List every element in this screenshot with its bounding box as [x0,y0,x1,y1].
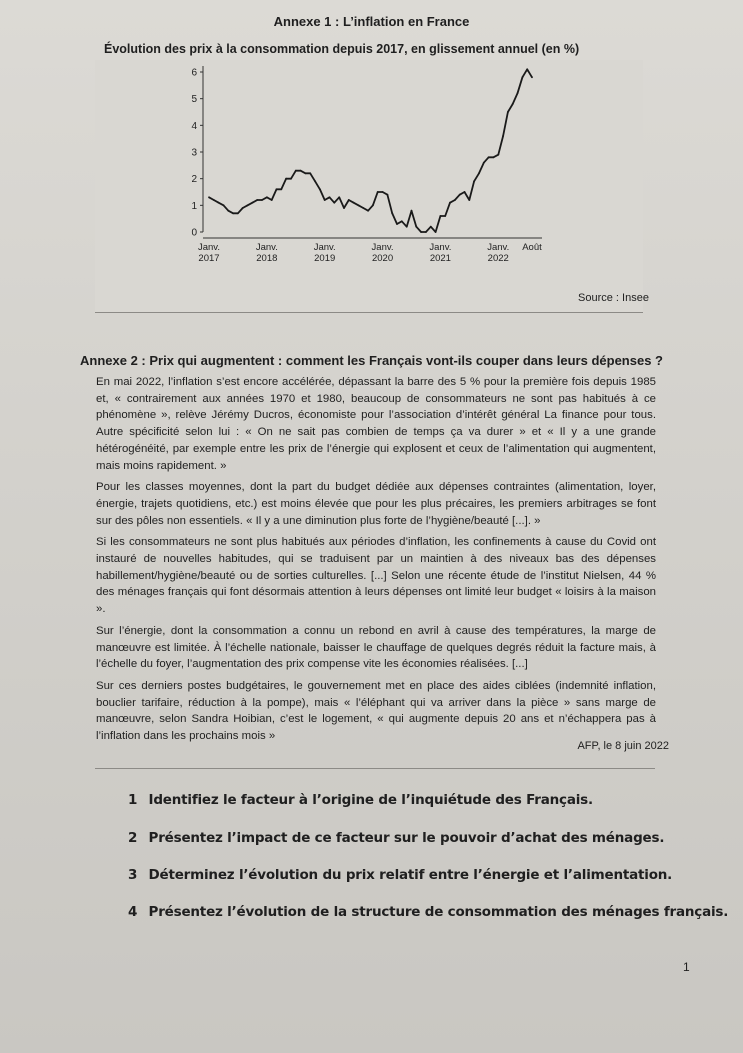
data-point [531,76,533,78]
data-point [208,196,210,198]
data-point [367,210,369,212]
data-point [227,210,229,212]
x-tick-label [487,242,509,264]
data-point [252,202,254,204]
x-tick-label [256,242,278,264]
data-point [358,204,360,206]
question-item [128,904,728,920]
y-tick-label: 2 [191,174,197,186]
data-point [401,220,403,222]
x-tick-label-line: Janv. [371,242,394,253]
x-tick-label-line: Janv. [429,242,452,253]
data-point [391,212,393,214]
question-text: Déterminez l’évolution du prix relatif entre l’énergie et l’alimentation. [148,867,673,883]
annex2-title: Annexe 2 : Prix qui augmentent : comment les Français vont-ils couper dans leurs dépenses ? [80,353,663,368]
data-point [468,199,470,201]
chart-source: Source : Insee [578,292,649,304]
question-number: 3 [128,867,138,883]
chart-title: Évolution des prix à la consommation depuis 2017, en glissement annuel (en %) [104,42,580,56]
annex1-title: Annexe 1 : L’inflation en France [273,14,470,29]
y-tick-label: 4 [191,120,197,132]
data-point [406,226,408,228]
data-point [372,204,374,206]
data-point [488,156,490,158]
data-point [473,180,475,182]
data-point [353,202,355,204]
data-point [280,188,282,190]
x-tick-label-line: Janv. [313,242,336,253]
data-point [276,188,278,190]
data-point [493,156,495,158]
data-point [440,215,442,217]
data-point [271,199,273,201]
question-number: 4 [128,904,138,920]
data-point [232,212,234,214]
data-point [309,172,311,174]
data-point [522,76,524,78]
data-point [526,68,528,70]
data-point [459,194,461,196]
y-tick-label: 6 [191,67,197,79]
y-tick-label: 3 [191,147,197,159]
question-text: Identifiez le facteur à l’origine de l’inquiétude des Français. [148,792,593,808]
article-paragraph: Sur ces derniers postes budgétaires, le gouvernement met en place des aides ciblées (indemnité inflation, bouclier tarifaire, réduction à la pompe), mais « l’éléphant qui va arriver dans la pièce » sans marge de manœuvre, selon Sandra Hoibian, c’est le logement, « qui augmente depuis 20 ans et n’échappera pas à l’inflation dans les prochains mois » [96,679,656,743]
data-point [382,191,384,193]
divider [95,768,655,769]
x-tick-label [198,242,220,264]
x-tick-label-line: 2021 [429,253,451,264]
inflation-line-chart [95,56,643,286]
x-tick-label-line: Janv. [197,242,221,253]
x-tick-label [372,242,394,264]
data-point [237,212,239,214]
data-point [444,215,446,217]
data-point [329,196,331,198]
x-tick-label-line: 2019 [314,253,336,264]
article-body [96,374,656,750]
data-point [396,223,398,225]
data-point [343,207,345,209]
data-point [333,202,335,204]
data-point [425,231,427,233]
x-tick-label-line: 2022 [487,253,509,264]
page-number: 1 [683,960,690,974]
chart-series [208,68,533,233]
divider [95,312,643,313]
data-point [517,92,519,94]
chart-axes [191,66,542,264]
data-point [512,103,514,105]
data-point [415,226,417,228]
x-tick-label [314,242,336,264]
y-tick-label: 0 [191,227,197,239]
data-point [242,207,244,209]
question-number: 1 [128,792,138,808]
data-point [256,199,258,201]
data-point [464,191,466,193]
article-byline: AFP, le 8 juin 2022 [577,740,669,752]
article-paragraph: Si les consommateurs ne sont plus habitués aux périodes d’inflation, les confinements à cause du Covid ont instauré de nouvelles habitudes, qui se traduisent par un maintien à des niveaux bas des dépenses habillement/hygiène/beauté ou de sorties culturelles. [...] Selon une récente étude de l’institut Nielsen, 44 % des ménages français qui font désormais attention à leurs dépenses ont limité leur budget « loisirs à la maison ». [96,536,656,616]
data-point [377,191,379,193]
data-point [348,199,350,201]
data-point [295,170,297,172]
data-point [223,204,225,206]
article-paragraph: Sur l’énergie, dont la consommation a connu un rebond en avril à cause des températures, la marge de manœuvre est limitée. À l’échelle nationale, baisser le chauffage de quelques degrés réduit la facture mais, à l’échelle du foyer, l’augmentation des prix compense vite les économies réalisées. [...] [96,624,656,671]
data-point [420,231,422,233]
question-text: Présentez l’évolution de la structure de consommation des ménages français. [148,904,729,920]
data-point [300,170,302,172]
question-number: 2 [128,830,138,846]
data-point [497,154,499,156]
series-line [209,69,532,232]
question-item [128,830,664,846]
article-paragraph: Pour les classes moyennes, dont la part du budget dédiée aux dépenses contraintes (alimentation, loyer, énergie, trajets quotidiens, etc.) est moins élevée que pour les plus précaires, les premiers arbitrages se font sur des pôles non essentiels. « Il y a une diminution plus forte de l’hygiène/beauté [...]. » [96,481,656,527]
y-tick-label: 1 [191,200,197,212]
x-tick-label-line: Janv. [487,242,510,253]
data-point [314,180,316,182]
data-point [213,199,215,201]
y-tick-label: 5 [191,94,197,106]
data-point [338,196,340,198]
question-text: Présentez l’impact de ce facteur sur le pouvoir d’achat des ménages. [148,830,665,846]
data-point [435,231,437,233]
data-point [362,207,364,209]
data-point [305,172,307,174]
x-tick-label [429,242,451,264]
x-tick-label-line: Août [522,242,542,253]
data-point [324,199,326,201]
data-point [247,204,249,206]
data-point [319,188,321,190]
data-point [430,226,432,228]
data-point [218,202,220,204]
data-point [449,202,451,204]
data-point [290,178,292,180]
x-tick-label-line: 2017 [198,253,220,264]
data-point [285,178,287,180]
data-point [502,135,504,137]
question-item [128,867,672,883]
x-tick-label-line: 2018 [256,253,278,264]
data-point [454,199,456,201]
x-tick-label [522,242,542,253]
data-point [507,111,509,113]
article-paragraph: En mai 2022, l’inflation s’est encore accélérée, dépassant la barre des 5 % pour la première fois depuis 1985 et, « contrairement aux années 1970 et 1980, beaucoup de consommateurs ne sont pas habitués à ce phénomène », relève Jérémy Ducros, économiste pour l’association d’intérêt général La finance pour tous. Autre spécificité selon lui : « On ne sait pas combien de temps ça va durer » et « Il y a une grande hétérogénéité, par exemple entre les prix de l’énergie qui explosent et ceux de l’alimentation qui augmentent, mais moins rapidement. » [96,376,656,472]
data-point [483,162,485,164]
question-item [128,792,593,808]
x-tick-label-line: Janv. [255,242,278,253]
data-point [261,199,263,201]
data-point [478,172,480,174]
x-tick-label-line: 2020 [371,253,394,264]
data-point [387,194,389,196]
data-point [266,196,268,198]
data-point [411,210,413,212]
